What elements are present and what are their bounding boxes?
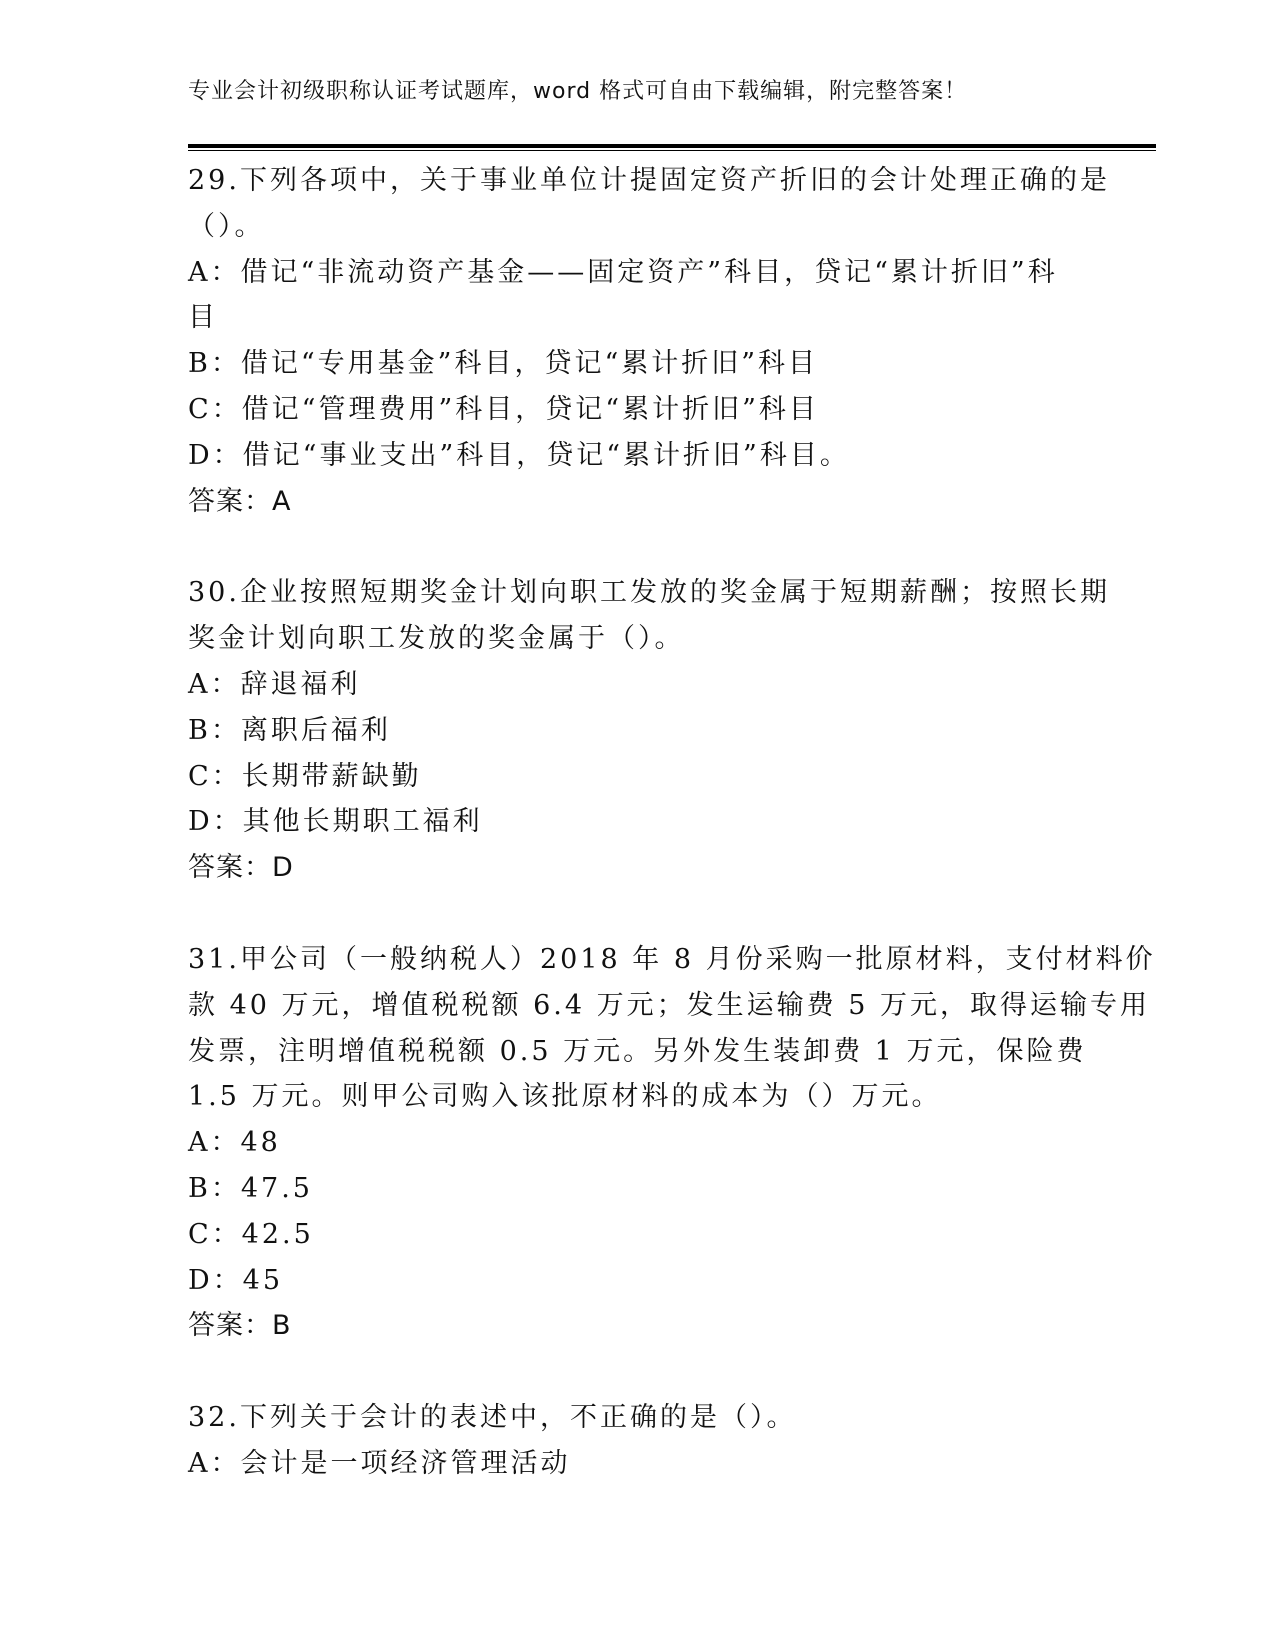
header-rule-thin: [188, 150, 1156, 151]
option-b: B：借记“专用基金”科目，贷记“累计折旧”科目: [188, 348, 819, 380]
answer-label: 答案：D: [188, 852, 294, 884]
option-a: A：会计是一项经济管理活动: [188, 1447, 571, 1479]
page-header: 专业会计初级职称认证考试题库，word 格式可自由下载编辑，附完整答案！: [188, 79, 968, 104]
option-c: C：长期带薪缺勤: [188, 760, 422, 792]
question-32: [188, 1395, 1088, 1487]
question-stem-line: 30.企业按照短期奖金计划向职工发放的奖金属于短期薪酬；按照长期: [188, 577, 1110, 609]
option-d: D：借记“事业支出”科目，贷记“累计折旧”科目。: [188, 439, 850, 471]
question-stem-line: 1.5 万元。则甲公司购入该批原材料的成本为（）万元。: [188, 1081, 942, 1113]
option-a-continued: 目: [188, 302, 218, 334]
answer-label: 答案：B: [188, 1310, 292, 1342]
question-30: [188, 570, 1110, 891]
question-stem-line: 奖金计划向职工发放的奖金属于（）。: [188, 623, 685, 655]
question-29: [188, 158, 1110, 524]
option-b: B：离职后福利: [188, 714, 391, 746]
option-a: A：借记“非流动资产基金——固定资产”科目，贷记“累计折旧”科: [188, 256, 1058, 288]
option-d: D：45: [188, 1264, 284, 1296]
question-stem-line: （）。: [188, 210, 265, 242]
question-list: [188, 158, 1156, 1533]
question-stem-line: 发票，注明增值税税额 0.5 万元。另外发生装卸费 1 万元，保险费: [188, 1035, 1087, 1067]
option-d: D：其他长期职工福利: [188, 806, 483, 838]
option-c: C：42.5: [188, 1218, 314, 1250]
option-a: A：辞退福利: [188, 668, 361, 700]
header-rule-thick: [188, 144, 1156, 148]
question-stem-line: 款 40 万元，增值税税额 6.4 万元；发生运输费 5 万元，取得运输专用: [188, 989, 1150, 1021]
question-stem-line: 29.下列各项中，关于事业单位计提固定资产折旧的会计处理正确的是: [188, 165, 1110, 196]
question-31: [188, 937, 1156, 1349]
question-stem-line: 31.甲公司（一般纳税人）2018 年 8 月份采购一批原材料，支付材料价: [188, 943, 1156, 975]
option-b: B：47.5: [188, 1172, 313, 1204]
option-c: C：借记“管理费用”科目，贷记“累计折旧”科目: [188, 393, 819, 425]
question-stem-line: 32.下列关于会计的表述中，不正确的是（）。: [188, 1402, 797, 1434]
answer-label: 答案：A: [188, 485, 292, 517]
option-a: A：48: [188, 1127, 281, 1159]
